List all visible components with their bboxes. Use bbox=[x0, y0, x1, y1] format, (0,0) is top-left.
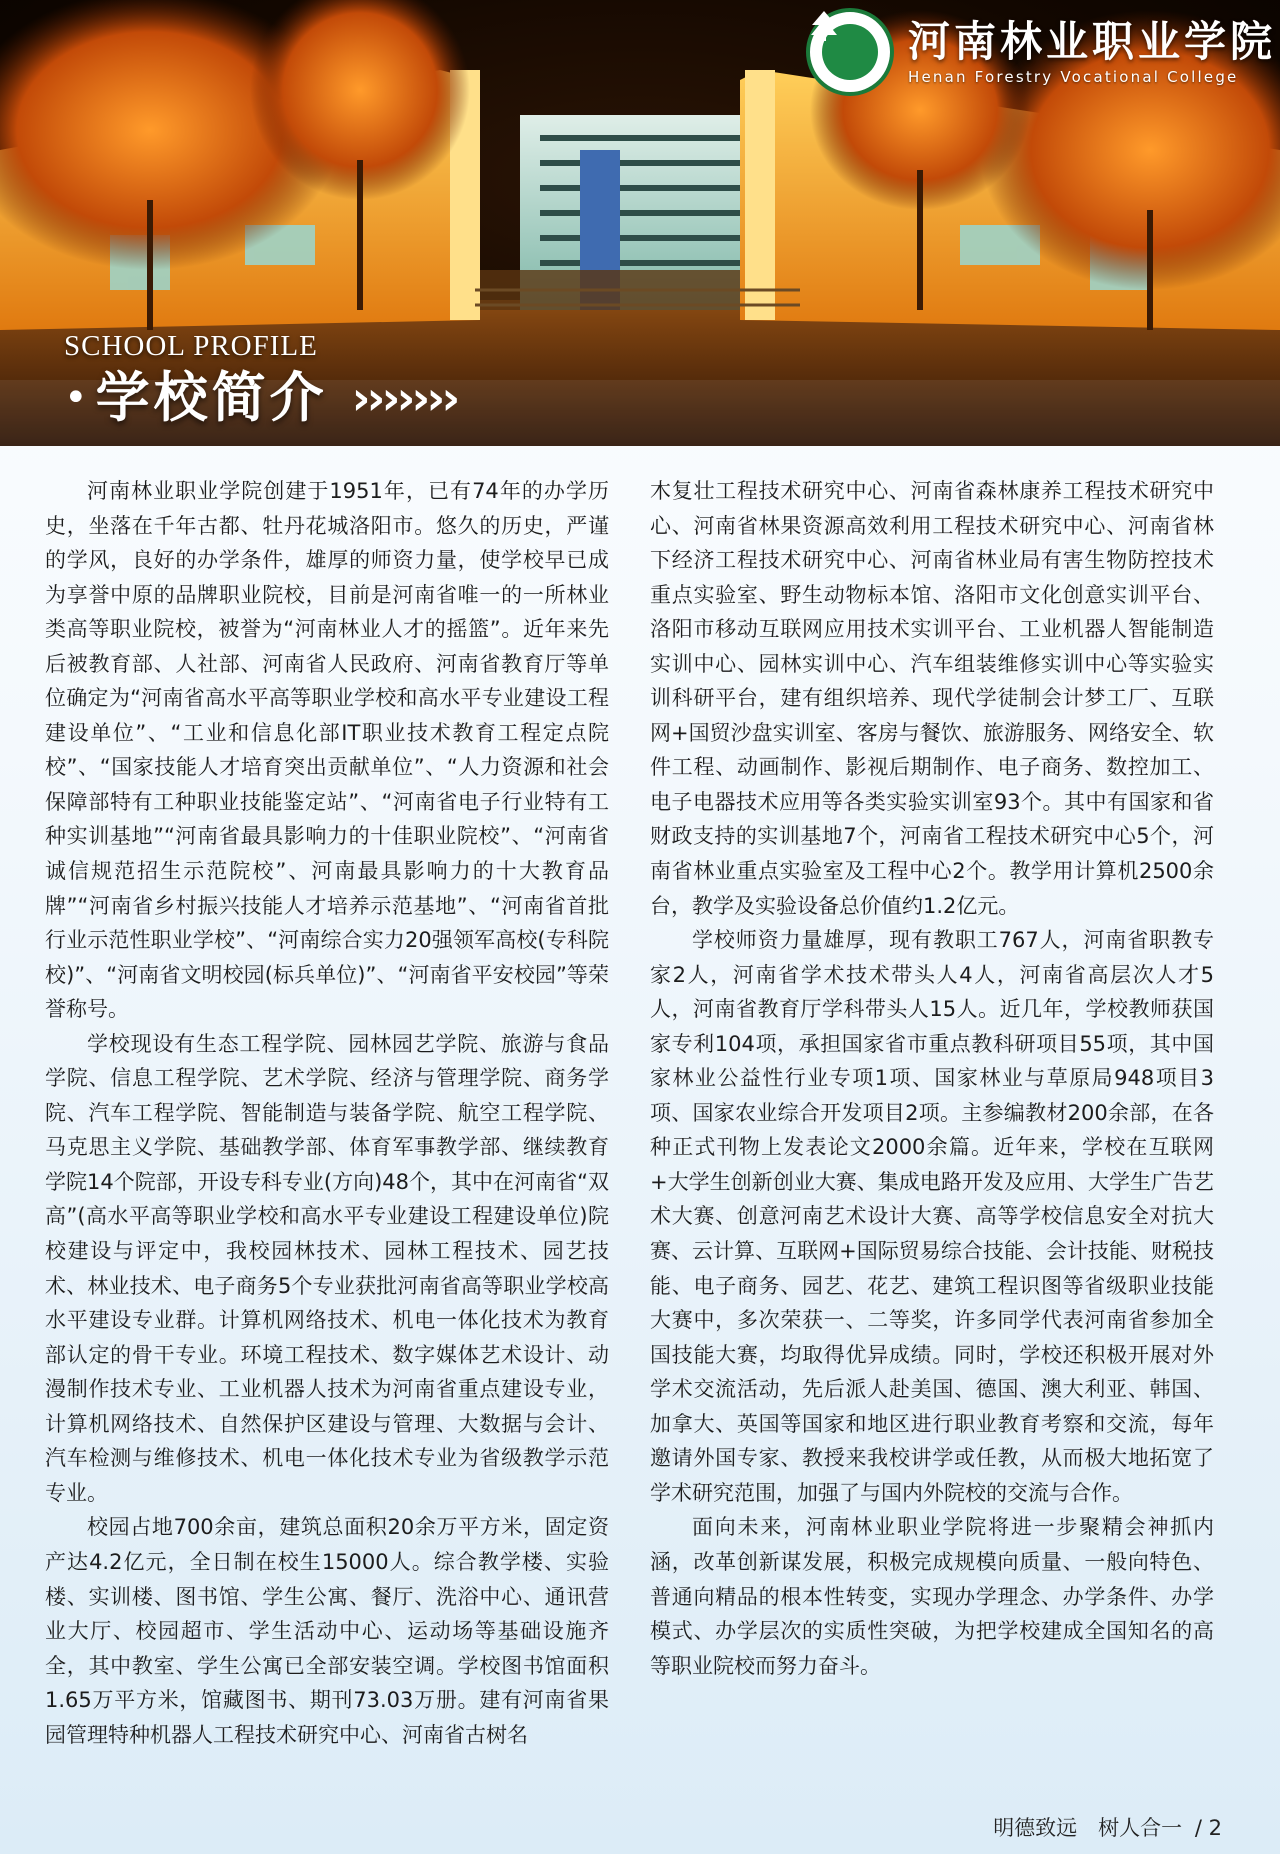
college-brand bbox=[806, 8, 1276, 96]
page-number: / 2 bbox=[1194, 1816, 1222, 1840]
hero-banner bbox=[0, 0, 1280, 446]
paragraph-campus-continued: 木复壮工程技术研究中心、河南省森林康养工程技术研究中心、河南省林果资源高效利用工程技术研究中心、河南省林下经济工程技术研究中心、河南省林业局有害生物防控技术重点实验室、野生动物标本馆、洛阳市文化创意实训平台、洛阳市移动互联网应用技术实训平台、工业机器人智能制造实训中心、园林实训中心、汽车组装维修实训中心等实验实训科研平台，建有组织培养、现代学徒制会计梦工厂、互联网+国贸沙盘实训室、客房与餐饮、旅游服务、网络安全、软件工程、动画制作、影视后期制作、电子商务、数控加工、电子电器技术应用等各类实验实训室93个。其中有国家和省财政支持的实训基地7个，河南省工程技术研究中心5个，河南省林业重点实验室及工程中心2个。教学用计算机2500余台，教学及实验设备总价值约1.2亿元。 bbox=[650, 479, 1214, 918]
footer-motto: 明德致远 树人合一 bbox=[993, 1816, 1183, 1840]
article-left-column bbox=[45, 474, 609, 1752]
paragraph-history: 河南林业职业学院创建于1951年，已有74年的办学历史，坐落在千年古都、牡丹花城洛阳市。悠久的历史，严谨的学风，良好的办学条件，雄厚的师资力量，使学校早已成为享誉中原的品牌职业院校，目前是河南省唯一的一所林业类高等职业院校，被誉为“河南林业人才的摇篮”。近年来先后被教育部、人社部、河南省人民政府、河南省教育厅等单位确定为“河南省高水平高等职业学校和高水平专业建设工程建设单位”、“工业和信息化部IT职业技术教育工程定点院校”、“国家技能人才培育突出贡献单位”、“人力资源和社会保障部特有工种职业技能鉴定站”、“河南省电子行业特有工种实训基地”“河南省最具影响力的十佳职业院校”、“河南省诚信规范招生示范院校”、河南最具影响力的十大教育品牌”“河南省乡村振兴技能人才培养示范基地”、“河南省首批行业示范性职业学校”、“河南综合实力20强领军高校(专科院校)”、“河南省文明校园(标兵单位)”、“河南省平安校园”等荣誉称号。 bbox=[45, 479, 609, 1022]
section-title-en: SCHOOL PROFILE bbox=[64, 330, 318, 362]
section-heading bbox=[64, 330, 456, 429]
paragraph-faculty: 学校师资力量雄厚，现有教职工767人，河南省职教专家2人，河南省学术技术带头人4人，河南省高层次人才5人，河南省教育厅学科带头人15人。近几年，学校教师获国家专利104项，承担国家省市重点教科研项目55项，其中国家林业公益性行业专项1项、国家林业与草原局948项目3项、国家农业综合开发项目2项。主参编教材200余部，在各种正式刊物上发表论文2000余篇。近年来，学校在互联网+大学生创新创业大赛、集成电路开发及应用、大学生广告艺术大赛、创意河南艺术设计大赛、高等学校信息安全对抗大赛、云计算、互联网+国际贸易综合技能、会计技能、财税技能、电子商务、园艺、花艺、建筑工程识图等省级职业技能大赛中，多次荣获一、二等奖，许多同学代表河南省参加全国技能大赛，均取得优异成绩。同时，学校还积极开展对外学术交流活动，先后派人赴美国、德国、澳大利亚、韩国、加拿大、英国等国家和地区进行职业教育考察和交流，每年邀请外国专家、教授来我校讲学或任教，从而极大地拓宽了学术研究范围，加强了与国内外院校的交流与合作。 bbox=[650, 928, 1214, 1505]
college-logo-icon bbox=[806, 8, 894, 96]
bullet-icon: • bbox=[64, 375, 88, 421]
college-name-en: Henan Forestry Vocational College bbox=[908, 68, 1239, 86]
paragraph-departments: 学校现设有生态工程学院、园林园艺学院、旅游与食品学院、信息工程学院、艺术学院、经济与管理学院、商务学院、汽车工程学院、智能制造与装备学院、航空工程学院、马克思主义学院、基础教学部、体育军事教学部、继续教育学院14个院部，开设专科专业(方向)48个，其中在河南省“双高”(高水平高等职业学校和高水平专业建设工程建设单位)院校建设与评定中，我校园林技术、园林工程技术、园艺技术、林业技术、电子商务5个专业获批河南省高等职业学校高水平建设专业群。计算机网络技术、机电一体化技术为教育部认定的骨干专业。环境工程技术、数字媒体艺术设计、动漫制作技术专业、工业机器人技术为河南省重点建设专业，计算机网络技术、自然保护区建设与管理、大数据与会计、汽车检测与维修技术、机电一体化技术专业为省级教学示范专业。 bbox=[45, 1031, 609, 1505]
paragraph-future: 面向未来，河南林业职业学院将进一步聚精会神抓内涵，改革创新谋发展，积极完成规模向质量、一般向特色、普通向精品的根本性转变，实现办学理念、办学条件、办学模式、办学层次的实质性突破，为把学校建成全国知名的高等职业院校而努力奋斗。 bbox=[650, 1515, 1214, 1678]
college-name-cn: 河南林业职业学院 bbox=[908, 17, 1277, 66]
article-right-column bbox=[650, 474, 1214, 1683]
section-title-cn: 学校简介 bbox=[95, 366, 328, 429]
page-footer bbox=[987, 1812, 1222, 1842]
chevron-right-icon: ››››››› bbox=[351, 371, 457, 425]
paragraph-campus: 校园占地700余亩，建筑总面积20余万平方米，固定资产达4.2亿元，全日制在校生15000人。综合教学楼、实验楼、实训楼、图书馆、学生公寓、餐厅、洗浴中心、通讯营业大厅、校园超市、学生活动中心、运动场等基础设施齐全，其中教室、学生公寓已全部安装空调。学校图书馆面积1.65万平方米，馆藏图书、期刊73.03万册。建有河南省果园管理特种机器人工程技术研究中心、河南省古树名 bbox=[45, 1515, 609, 1747]
tree-icon bbox=[822, 24, 878, 80]
